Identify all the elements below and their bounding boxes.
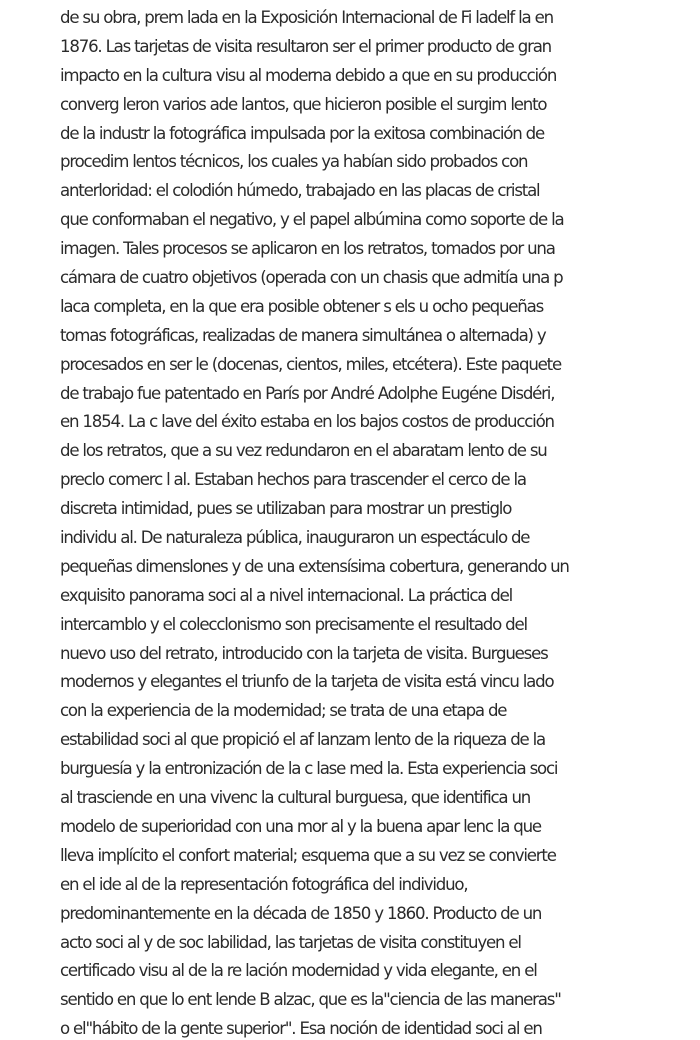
text-line: exquisito panorama soci al a nivel internacional. La práctica del [60, 585, 513, 605]
text-line: pequeñas dimenslones y de una extensísima cobertura, generando un [60, 556, 569, 576]
text-line: en el ide al de la representación fotográfica del individuo, [60, 874, 468, 894]
text-line: 1876. Las tarjetas de visita resultaron ser el primer producto de gran [60, 36, 551, 56]
text-line: impacto en la cultura visu al moderna debido a que en su producción [60, 65, 557, 85]
text-line: que conformaban el negativo, y el papel albúmina como soporte de la [60, 210, 564, 230]
text-line: modelo de superioridad con una mor al y la buena apar lenc la que [60, 816, 541, 836]
text-line: con la experiencia de la modernidad; se trata de una etapa de [60, 701, 507, 721]
text-line: modernos y elegantes el triunfo de la tarjeta de visita está vincu lado [60, 672, 554, 692]
text-line: anterloridad: el colodión húmedo, trabajado en las placas de cristal [60, 181, 540, 201]
text-line: o el"hábito de la gente superior". Esa noción de identidad soci al en [60, 1019, 542, 1039]
text-line: estabilidad soci al que propició el af lanzam lento de la riqueza de la [60, 730, 546, 750]
text-line: certificado visu al de la re lación modernidad y vida elegante, en el [60, 961, 537, 981]
text-line: laca completa, en la que era posible obtener s els u ocho pequeñas [60, 296, 544, 316]
text-line: lleva implícito el confort material; esquema que a su vez se convierte [60, 845, 556, 865]
text-line: procedim lentos técnicos, los cuales ya habían sido probados con [60, 152, 528, 172]
text-line: predominantemente en la década de 1850 y 1860. Producto de un [60, 903, 542, 923]
text-line: acto soci al y de soc labilidad, las tarjetas de visita constituyen el [60, 932, 521, 952]
text-line: nuevo uso del retrato, introducido con la tarjeta de visita. Burgueses [60, 643, 548, 663]
body-text-paragraph [60, 4, 700, 1040]
text-line: sentido en que lo ent lende B alzac, que es la"ciencia de las maneras" [60, 990, 561, 1010]
text-line: preclo comerc l al. Estaban hechos para trascender el cerco de la [60, 470, 526, 490]
text-line: de los retratos, que a su vez redundaron en el abaratam lento de su [60, 441, 547, 461]
text-line: burguesía y la entronización de la c lase med la. Esta experiencia soci [60, 759, 558, 779]
text-line: en 1854. La c lave del éxito estaba en los bajos costos de producción [60, 412, 554, 432]
text-line: discreta intimidad, pues se utilizaban para mostrar un prestiglo [60, 499, 512, 519]
text-line: de su obra, prem lada en la Exposición Internacional de Fi ladelf la en [60, 8, 553, 27]
text-line: converg leron varios ade lantos, que hicieron posible el surgim lento [60, 94, 547, 114]
text-line: individu al. De naturaleza pública, inauguraron un espectáculo de [60, 528, 530, 548]
text-line: cámara de cuatro objetivos (operada con un chasis que admitía una p [60, 268, 563, 288]
text-line: de trabajo fue patentado en París por André Adolphe Eugéne Disdéri, [60, 383, 555, 403]
text-line: intercamblo y el colecclonismo son precisamente el resultado del [60, 614, 527, 634]
text-line: imagen. Tales procesos se aplicaron en los retratos, tomados por una [60, 239, 555, 259]
text-line: tomas fotográficas, realizadas de manera simultánea o alternada) y [60, 325, 546, 345]
text-line: de la industr la fotográfica impulsada por la exitosa combinación de [60, 123, 544, 143]
text-line: al trasciende en una vivenc la cultural burguesa, que identifica un [60, 788, 531, 808]
text-line: procesados en ser le (docenas, cientos, miles, etcétera). Este paquete [60, 354, 561, 374]
